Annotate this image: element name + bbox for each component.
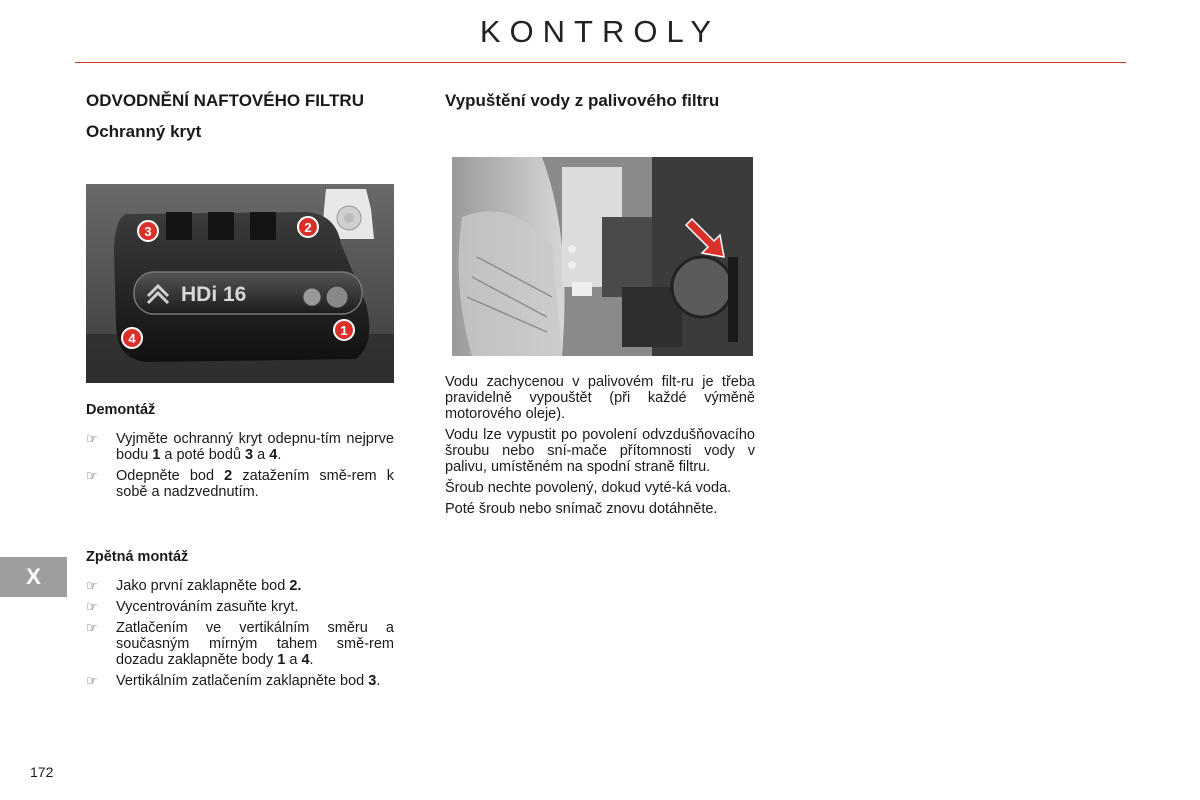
marker-4: [122, 328, 142, 348]
title-divider: [75, 62, 1126, 63]
list-item: [86, 468, 394, 500]
removal-section: [86, 402, 394, 505]
pointing-hand-icon: ☞: [86, 673, 98, 688]
list-item: [86, 431, 394, 463]
list-item: [86, 673, 394, 689]
text-segment: .: [376, 673, 381, 689]
text-segment: .: [277, 447, 282, 463]
removal-label: Demontáž: [86, 402, 156, 418]
text-segment: .: [309, 652, 314, 668]
chapter-tab-label: X: [26, 564, 41, 589]
paragraph: Vodu zachycenou v palivovém filt-ru je třeba pravidelně vypouštět (při každé výměně motorového oleje).: [445, 374, 755, 422]
refit-section: [86, 549, 394, 694]
svg-text:1: 1: [340, 323, 348, 338]
pointing-hand-icon: ☞: [86, 431, 98, 446]
text-segment: a: [285, 652, 302, 668]
middle-column: [445, 92, 755, 110]
list-item: [86, 578, 394, 594]
marker-2: [298, 217, 318, 237]
page-number: 172: [30, 764, 54, 780]
svg-text:3: 3: [144, 224, 152, 239]
bold-ref: 1: [152, 447, 161, 463]
refit-label: Zpětná montáž: [86, 549, 189, 565]
subsection-heading: Ochranný kryt: [86, 122, 202, 141]
text-segment: a: [253, 447, 270, 463]
left-column: [86, 92, 394, 142]
section-heading: ODVODNĚNÍ NAFTOVÉHO FILTRU: [86, 91, 364, 110]
bold-ref: 4: [301, 652, 310, 668]
bold-ref: 1: [277, 652, 286, 668]
bold-ref: 3: [368, 673, 377, 689]
list-item: [86, 620, 394, 668]
section-heading-water-drain: Vypuštění vody z palivového filtru: [445, 91, 720, 110]
text-segment: Vyjměte ochranný kryt odepnu-tím nejprve bodu: [116, 431, 394, 463]
svg-text:2: 2: [304, 220, 312, 235]
marker-1: [334, 320, 354, 340]
bold-ref: 4: [269, 447, 278, 463]
text-segment: Jako první zaklapněte bod: [116, 578, 290, 594]
pointing-hand-icon: ☞: [86, 468, 98, 483]
text-segment: Vertikálním zatlačením zaklapněte bod: [116, 673, 369, 689]
bold-ref: 3: [245, 447, 254, 463]
text-segment: a poté bodů: [160, 447, 246, 463]
text-segment: Vycentrováním zasuňte kryt.: [116, 599, 299, 615]
svg-text:4: 4: [128, 331, 136, 346]
pointing-hand-icon: ☞: [86, 620, 98, 635]
refit-steps: [86, 578, 394, 689]
paragraph: Poté šroub nebo snímač znovu dotáhněte.: [445, 501, 718, 517]
text-segment: Zatlačením ve vertikálním směru a současným mírným tahem smě-rem dozadu zaklapněte body: [116, 620, 394, 668]
bold-ref: 2.: [289, 578, 302, 594]
engine-badge-label: HDi 16: [181, 283, 247, 306]
text-segment: zatažením smě-rem k sobě a nadzvednutím.: [116, 468, 394, 500]
fuel-filter-photo: [452, 157, 753, 356]
water-drain-text: [445, 374, 755, 522]
list-item: [86, 599, 394, 615]
chapter-tab: [0, 557, 67, 597]
paragraph: Šroub nechte povolený, dokud vyté-ká voda.: [445, 480, 732, 496]
bold-ref: 2: [224, 468, 233, 484]
pointing-hand-icon: ☞: [86, 599, 98, 614]
removal-steps: [86, 431, 394, 500]
marker-3: [138, 221, 158, 241]
engine-cover-photo: [86, 184, 394, 383]
pointing-hand-icon: ☞: [86, 578, 98, 593]
page-title: KONTROLY: [479, 14, 721, 49]
paragraph: Vodu lze vypustit po povolení odvzdušňovacího šroubu nebo sní-mače přítomnosti vody v palivu, umístěném na spodní straně filtru.: [445, 427, 755, 475]
text-segment: Odepněte bod: [116, 468, 225, 484]
